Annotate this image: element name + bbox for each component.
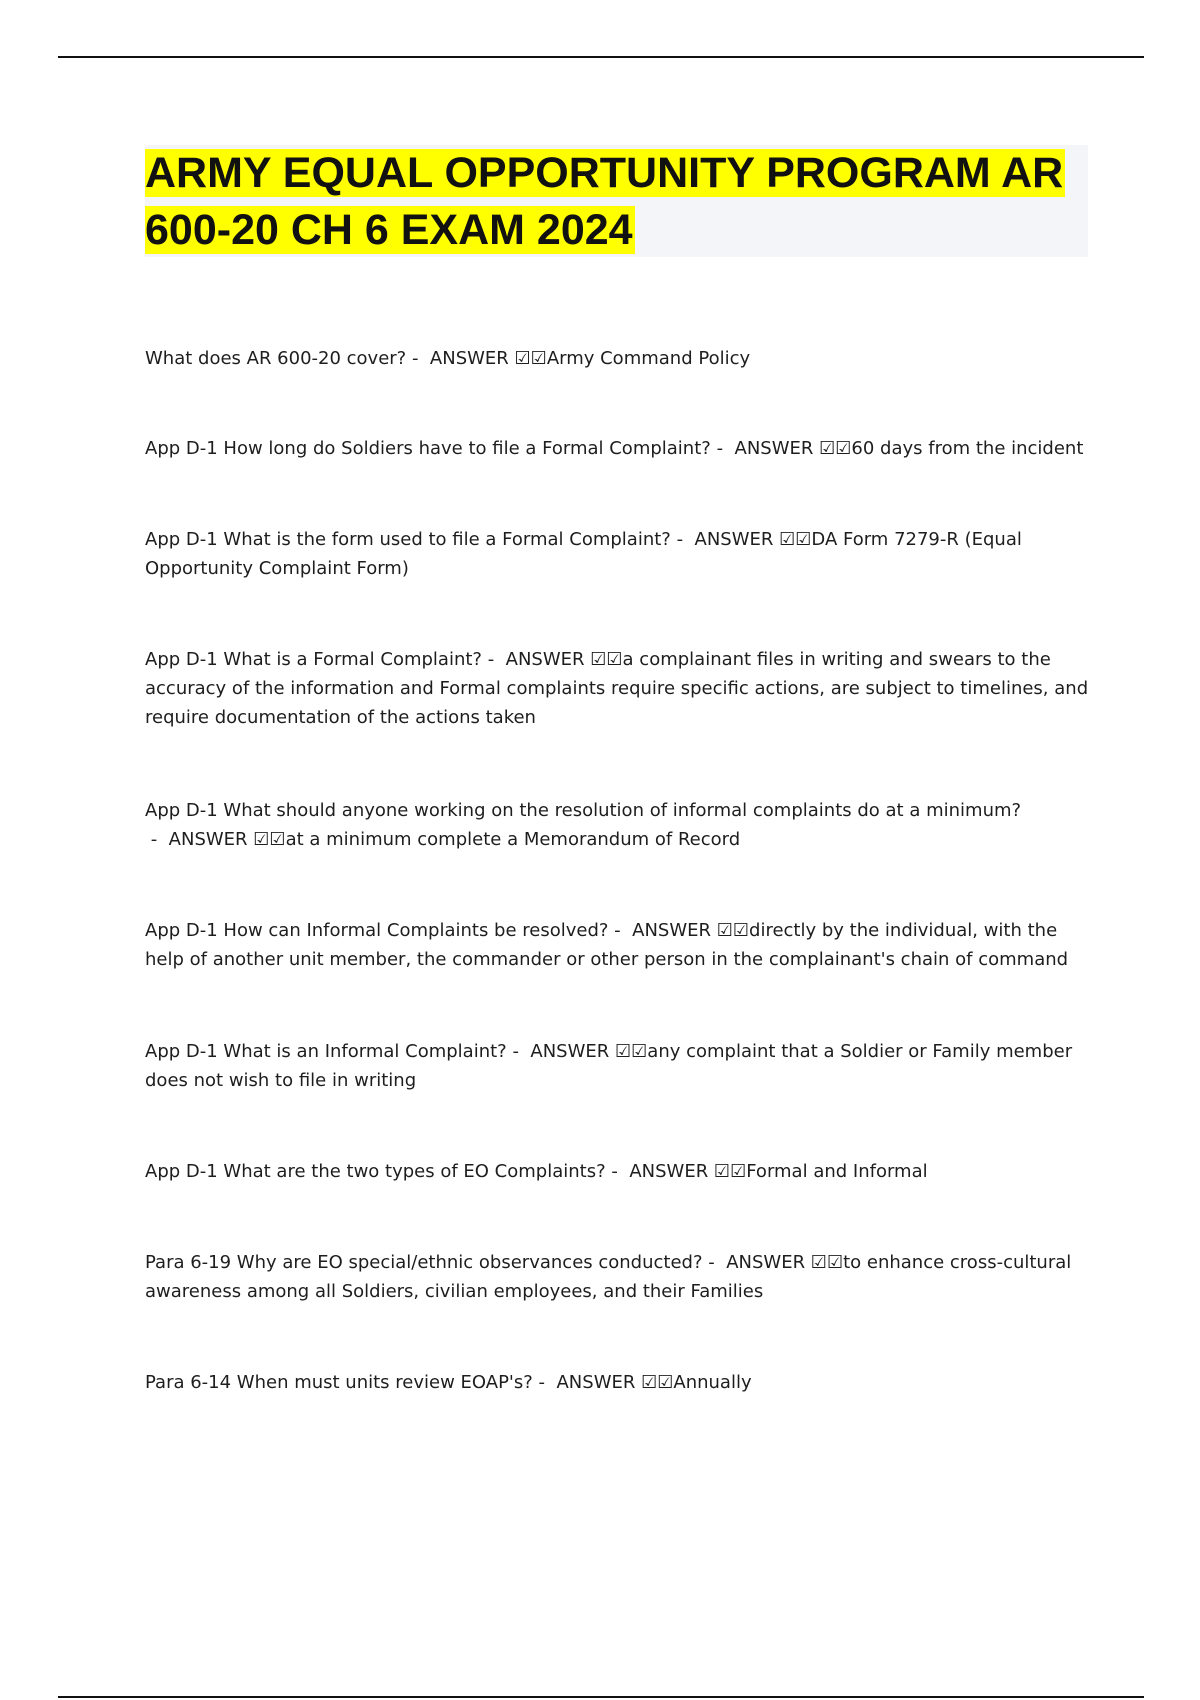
qa-item-4: App D-1 What is a Formal Complaint? - ANSWER ☑☑a complainant files in writing and swears to the accuracy of the information and Formal complaints require specific actions, are subject to timelines, and require documentation of the actions taken <box>145 649 1089 728</box>
question: App D-1 What should anyone working on the resolution of informal complaints do at a minimum? <box>145 800 1022 821</box>
question: Para 6-19 Why are EO special/ethnic observances conducted? <box>145 1252 703 1273</box>
answer: Annually <box>673 1372 752 1393</box>
answer-marker: ANSWER ☑☑ <box>168 829 286 850</box>
question: What does AR 600-20 cover? <box>145 348 407 369</box>
qa-item-3: App D-1 What is the form used to file a Formal Complaint? - ANSWER ☑☑DA Form 7279-R (Equal Opportunity Complaint Form) <box>145 529 1022 579</box>
question: App D-1 How long do Soldiers have to file a Formal Complaint? <box>145 438 711 459</box>
qa-item-1: What does AR 600-20 cover? - ANSWER ☑☑Army Command Policy <box>145 348 751 369</box>
answer-marker: ANSWER ☑☑ <box>632 920 750 941</box>
answer-marker: ANSWER ☑☑ <box>629 1161 747 1182</box>
question: App D-1 What is the form used to file a Formal Complaint? <box>145 529 671 550</box>
question: App D-1 What is a Formal Complaint? <box>145 649 482 670</box>
question: App D-1 What are the two types of EO Complaints? <box>145 1161 606 1182</box>
question: App D-1 What is an Informal Complaint? <box>145 1041 507 1062</box>
qa-item-9: Para 6-19 Why are EO special/ethnic observances conducted? - ANSWER ☑☑to enhance cross-cultural awareness among all Soldiers, civilian employees, and their Families <box>145 1252 1072 1302</box>
qa-item-7: App D-1 What is an Informal Complaint? - ANSWER ☑☑any complaint that a Soldier or Family member does not wish to file in writing <box>145 1041 1073 1091</box>
qa-item-10: Para 6-14 When must units review EOAP's? - ANSWER ☑☑Annually <box>145 1372 752 1393</box>
answer: at a minimum complete a Memorandum of Record <box>285 829 741 850</box>
qa-item-2: App D-1 How long do Soldiers have to file a Formal Complaint? - ANSWER ☑☑60 days from the incident <box>145 438 1084 459</box>
answer-marker: ANSWER ☑☑ <box>734 438 852 459</box>
answer: Formal and Informal <box>746 1161 928 1182</box>
qa-item-8: App D-1 What are the two types of EO Complaints? - ANSWER ☑☑Formal and Informal <box>145 1161 928 1182</box>
answer-marker: ANSWER ☑☑ <box>694 529 812 550</box>
answer: to enhance cross-cultural awareness among all Soldiers, civilian employees, and their Families <box>145 1252 1072 1302</box>
answer: DA Form 7279-R (Equal Opportunity Complaint Form) <box>145 529 1022 579</box>
answer: 60 days from the incident <box>851 438 1084 459</box>
answer: any complaint that a Soldier or Family member does not wish to file in writing <box>145 1041 1073 1091</box>
answer-marker: ANSWER ☑☑ <box>530 1041 648 1062</box>
answer-marker: ANSWER ☑☑ <box>726 1252 844 1273</box>
answer-marker: ANSWER ☑☑ <box>505 649 623 670</box>
answer-marker: ANSWER ☑☑ <box>429 348 547 369</box>
answer: directly by the individual, with the help of another unit member, the commander or other person in the complainant's chain of command <box>145 920 1069 970</box>
qa-item-5: App D-1 What should anyone working on the resolution of informal complaints do at a minimum? - ANSWER ☑☑at a minimum complete a Memorandum of Record <box>145 800 1022 850</box>
bottom-rule <box>58 1696 1144 1698</box>
answer-marker: ANSWER ☑☑ <box>556 1372 674 1393</box>
question: Para 6-14 When must units review EOAP's? <box>145 1372 533 1393</box>
answer: a complainant files in writing and swears to the accuracy of the information and Formal complaints require specific actions, are subject to timelines, and require documentation of the actions taken <box>145 649 1089 728</box>
document-title <box>145 145 1088 259</box>
qa-item-6: App D-1 How can Informal Complaints be resolved? - ANSWER ☑☑directly by the individual, with the help of another unit member, the commander or other person in the complainant's chain of command <box>145 920 1069 970</box>
top-rule <box>58 56 1144 58</box>
question: App D-1 How can Informal Complaints be resolved? <box>145 920 609 941</box>
title-block <box>145 145 1088 257</box>
title-highlight: ARMY EQUAL OPPORTUNITY PROGRAM AR 600-20 CH 6 EXAM 2024 <box>145 149 1064 254</box>
answer: Army Command Policy <box>546 348 751 369</box>
